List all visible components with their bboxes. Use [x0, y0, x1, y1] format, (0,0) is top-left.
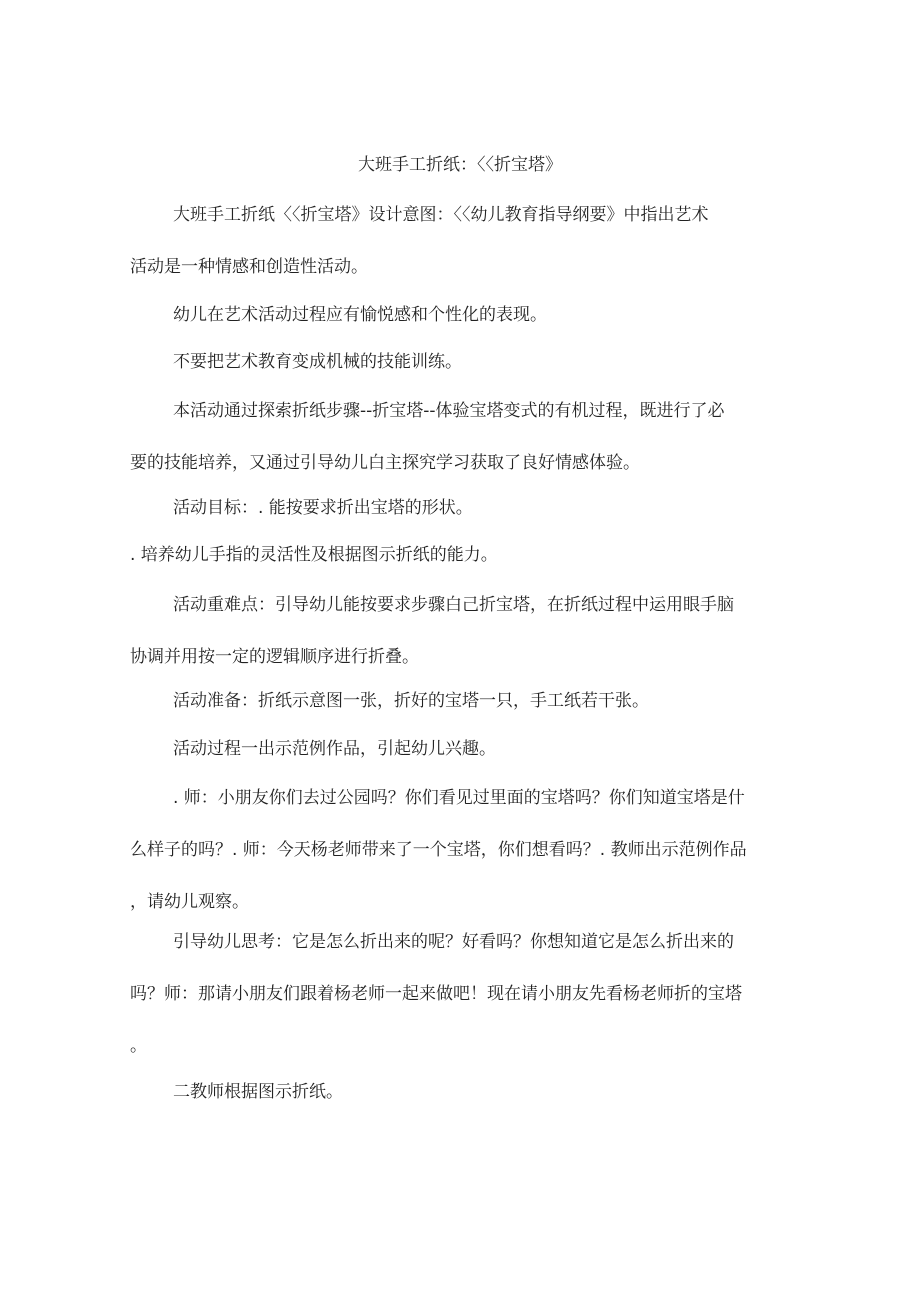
paragraph-activity-overview — [130, 399, 785, 475]
paragraph-no-mechanical — [130, 350, 785, 374]
paragraph-teacher-talk — [130, 786, 785, 914]
paragraph-pleasure — [130, 303, 785, 327]
paragraph-line: 活动目标：. 能按要求折出宝塔的形状。 — [173, 498, 473, 518]
paragraph-goal-1 — [130, 496, 785, 520]
paragraph-line: 活动准备：折纸示意图一张，折好的宝塔一只，手工纸若干张。 — [173, 691, 649, 711]
paragraph-line: 本活动通过探索折纸步骤--折宝塔--体验宝塔变式的有机过程，既进行了必 — [173, 401, 725, 421]
paragraph-line: 。 — [130, 1036, 147, 1056]
paragraph-guide-thinking — [130, 930, 785, 1058]
paragraph-line: 幼儿在艺术活动过程应有愉悦感和个性化的表现。 — [173, 305, 547, 325]
paragraph-line: 活动是一种情感和创造性活动。 — [130, 257, 368, 277]
paragraph-goal-2 — [130, 543, 785, 567]
paragraph-line: . 师：小朋友你们去过公园吗？你们看见过里面的宝塔吗？你们知道宝塔是什 — [173, 788, 745, 808]
paragraph-line: 二教师根据图示折纸。 — [173, 1082, 343, 1102]
paragraph-key-points — [130, 593, 785, 669]
paragraph-line: . 培养幼儿手指的灵活性及根据图示折纸的能力。 — [130, 545, 498, 565]
document-title: 大班手工折纸：〈〈折宝塔》 — [358, 155, 562, 175]
paragraph-design-intent — [130, 203, 785, 279]
paragraph-line: 不要把艺术教育变成机械的技能训练。 — [173, 352, 462, 372]
paragraph-line: 大班手工折纸〈〈折宝塔》设计意图：〈〈幼儿教育指导纲要》中指出艺术 — [173, 205, 709, 225]
paragraph-line: 引导幼儿思考：它是怎么折出来的呢？好看吗？你想知道它是怎么折出来的 — [173, 932, 734, 952]
paragraph-preparation — [130, 689, 785, 713]
paragraph-line: 协调并用按一定的逻辑顺序进行折叠。 — [130, 647, 419, 667]
paragraph-process-1 — [130, 737, 785, 761]
paragraph-process-2 — [130, 1080, 785, 1104]
paragraph-line: 吗？师：那请小朋友们跟着杨老师一起来做吧！现在请小朋友先看杨老师折的宝塔 — [130, 984, 742, 1004]
paragraph-line: 么样子的吗？. 师：今天杨老师带来了一个宝塔，你们想看吗？. 教师出示范例作品 — [130, 840, 747, 860]
paragraph-line: 要的技能培养，又通过引导幼儿白主探究学习获取了良好情感体验。 — [130, 453, 640, 473]
paragraph-line: ，请幼儿观察。 — [130, 892, 249, 912]
paragraph-line: 活动重难点：引导幼儿能按要求步骤白己折宝塔，在折纸过程中运用眼手脑 — [173, 595, 734, 615]
paragraph-line: 活动过程一出示范例作品，引起幼儿兴趣。 — [173, 739, 496, 759]
